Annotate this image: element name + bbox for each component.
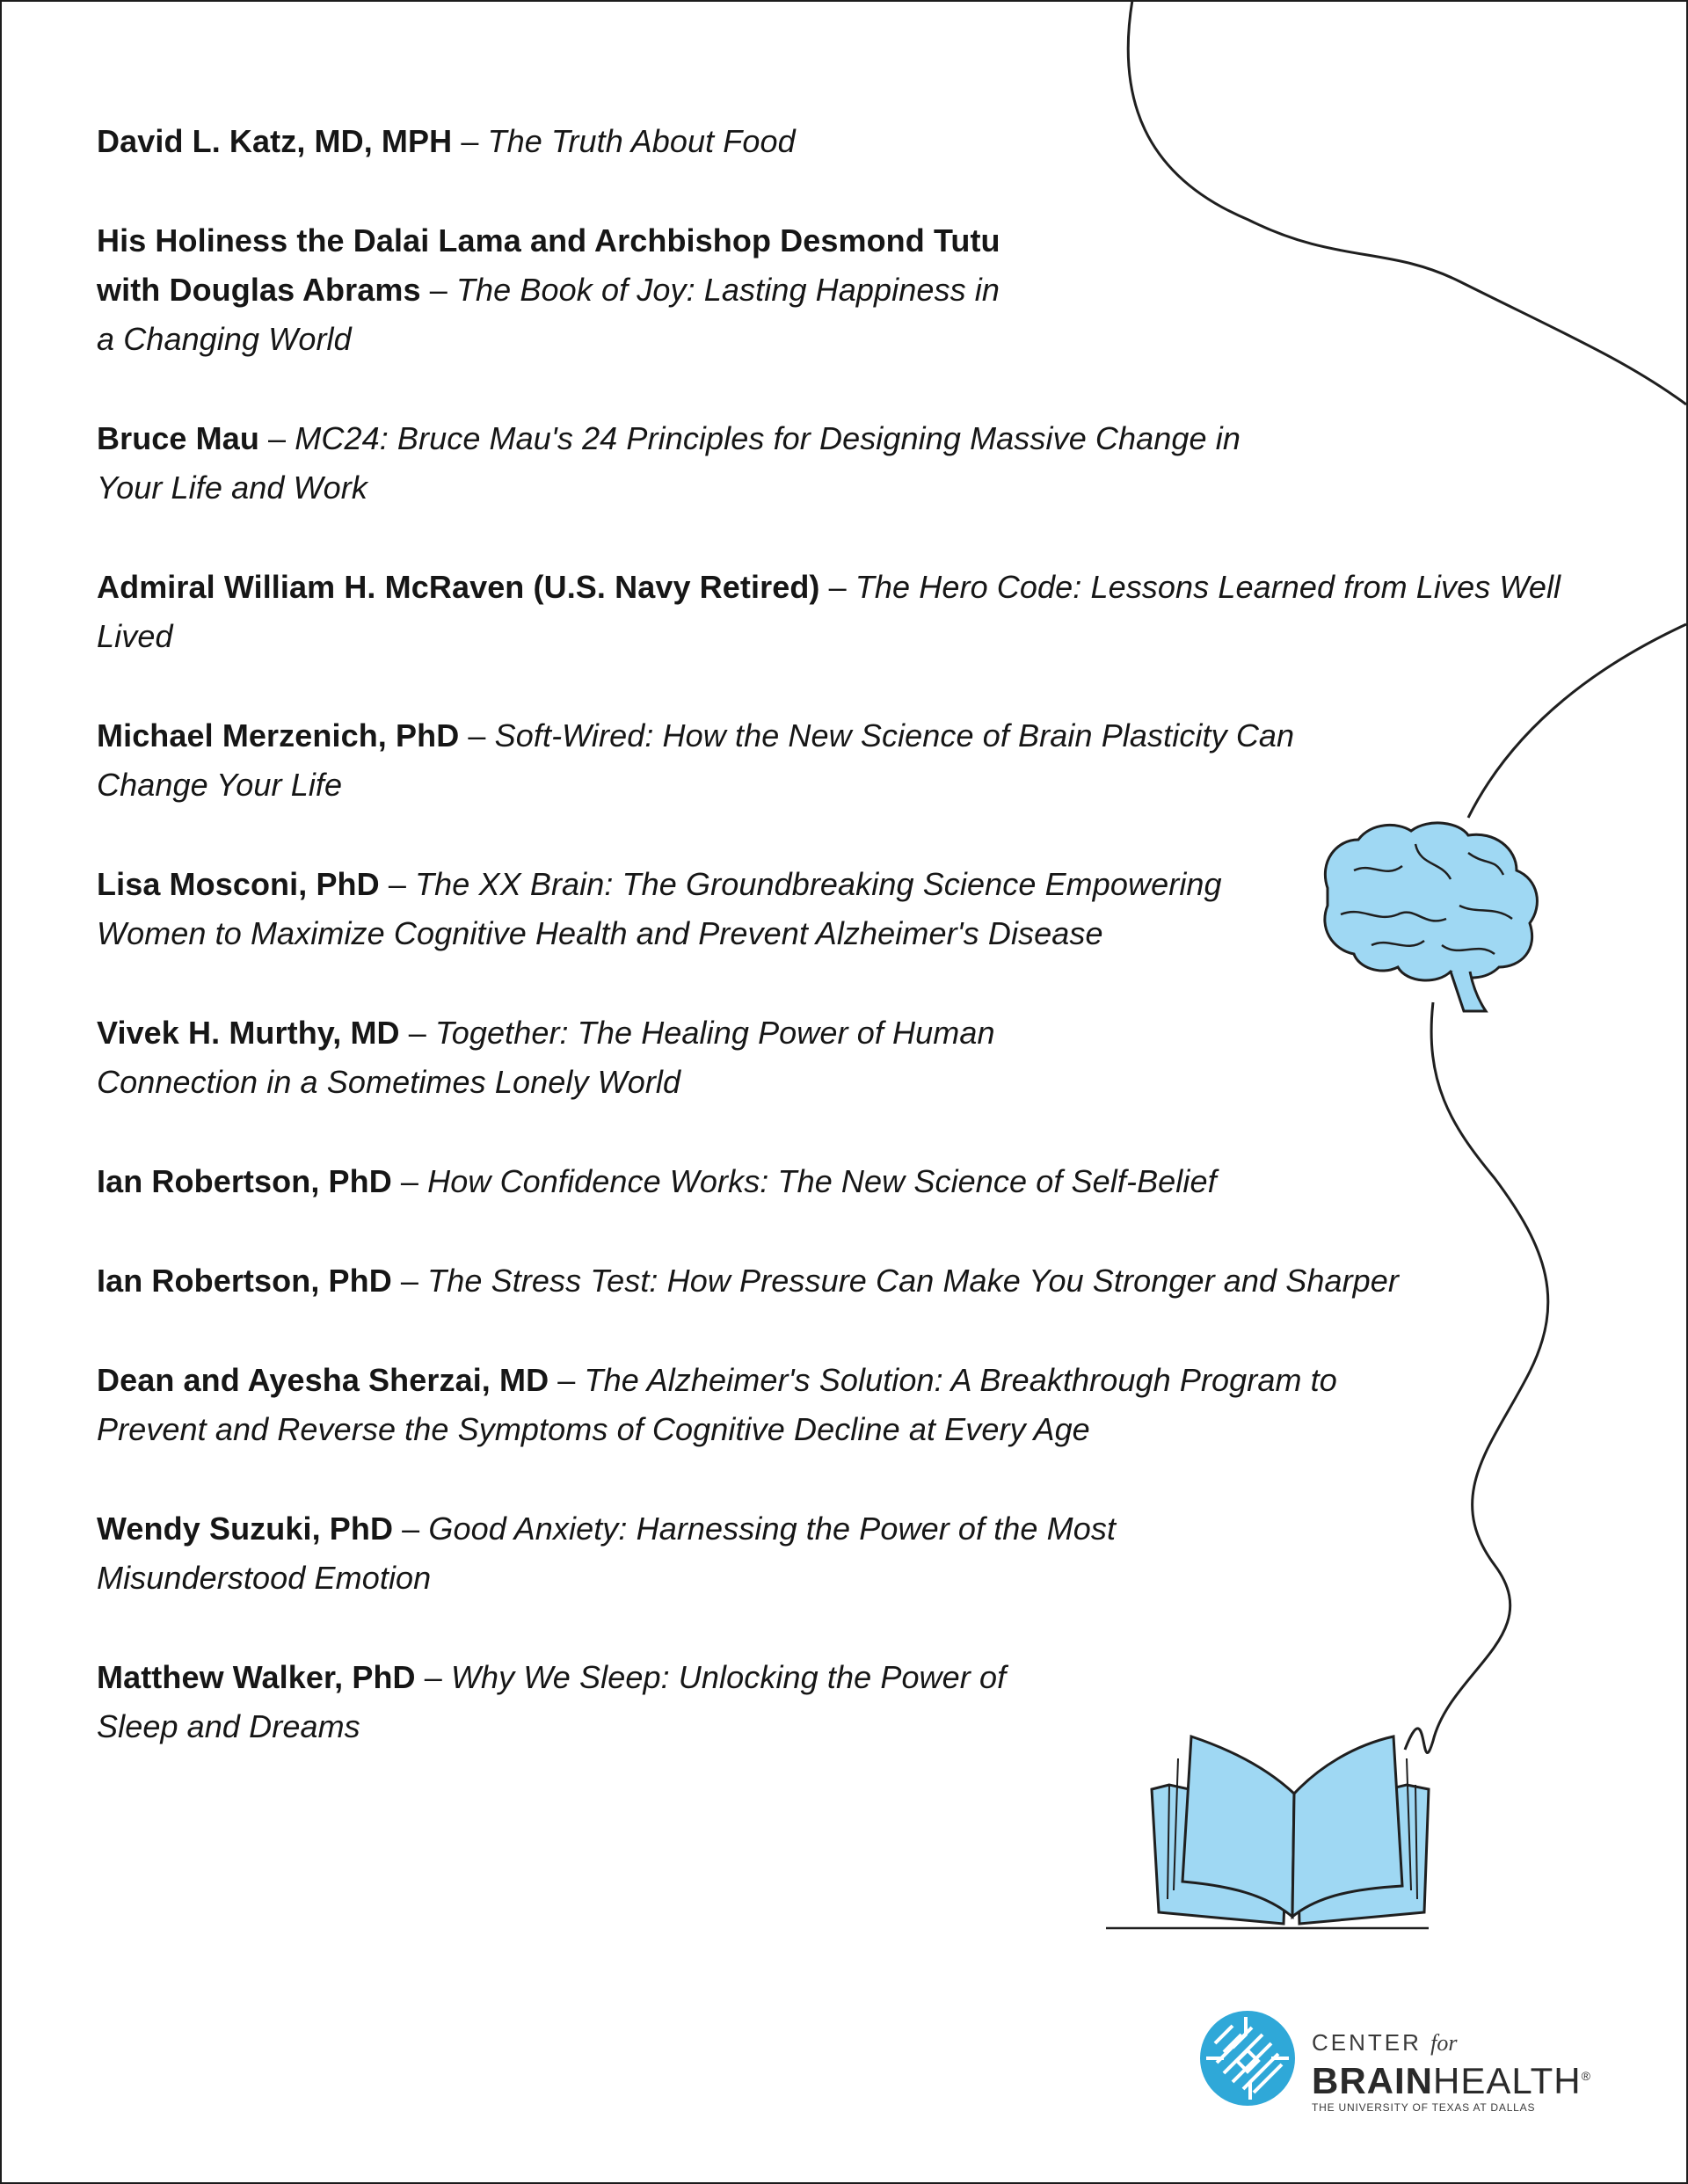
book-separator: – [393, 1511, 429, 1547]
center-for-brainhealth-logo [1197, 2008, 1591, 2114]
book-author: Vivek H. Murthy, MD [97, 1015, 400, 1051]
book-author: His Holiness the Dalai Lama and Archbishop Desmond Tutu with Douglas Abrams [97, 222, 1000, 308]
book-title: The Alzheimer's Solution: A Breakthrough Program to Prevent and Reverse the Symptoms of Cognitive Decline at Every Age [97, 1362, 1337, 1447]
book-author: Admiral William H. McRaven (U.S. Navy Retired) [97, 569, 820, 605]
book-author: Wendy Suzuki, PhD [97, 1511, 394, 1547]
book-author: Matthew Walker, PhD [97, 1659, 416, 1695]
book-title: MC24: Bruce Mau's 24 Principles for Designing Massive Change in Your Life and Work [97, 420, 1241, 506]
book-entry [97, 563, 1565, 661]
book-title: Why We Sleep: Unlocking the Power of Sleep and Dreams [97, 1659, 1007, 1744]
book-entry [97, 1256, 1591, 1306]
book-separator: – [391, 1163, 428, 1199]
book-title: The Hero Code: Lessons Learned from Lives Well Lived [97, 569, 1561, 654]
book-author: David L. Katz, MD, MPH [97, 123, 453, 159]
book-separator: – [420, 272, 456, 308]
book-separator: – [819, 569, 855, 605]
book-separator: – [549, 1362, 585, 1398]
book-title: The XX Brain: The Groundbreaking Science Empowering Women to Maximize Cognitive Health and Prevent Alzheimer's Disease [97, 866, 1222, 951]
book-title: The Truth About Food [487, 123, 796, 159]
book-entry [97, 117, 1591, 166]
book-separator: – [452, 123, 488, 159]
book-title: Together: The Healing Power of Human Connection in a Sometimes Lonely World [97, 1015, 995, 1100]
book-separator: – [415, 1659, 451, 1695]
book-entry [97, 1157, 1591, 1206]
book-separator: – [379, 866, 416, 902]
book-separator: – [391, 1263, 428, 1299]
book-entry [97, 860, 1292, 958]
book-author: Ian Robertson, PhD [97, 1163, 392, 1199]
book-entry [97, 1356, 1398, 1454]
book-list [97, 117, 1591, 1802]
book-entry [97, 414, 1292, 513]
logo-brainhealth: BRAINHEALTH® [1312, 2060, 1591, 2101]
book-title: Soft-Wired: How the New Science of Brain Plasticity Can Change Your Life [97, 717, 1295, 803]
book-title: Good Anxiety: Harnessing the Power of the Most Misunderstood Emotion [97, 1511, 1117, 1596]
book-title: How Confidence Works: The New Science of Self-Belief [427, 1163, 1217, 1199]
book-author: Dean and Ayesha Sherzai, MD [97, 1362, 549, 1398]
logo-university: THE UNIVERSITY OF TEXAS AT DALLAS [1312, 2101, 1536, 2114]
book-separator: – [258, 420, 295, 456]
book-author: Lisa Mosconi, PhD [97, 866, 380, 902]
maze-brain-logo-icon [1197, 2008, 1298, 2108]
book-entry [97, 216, 1020, 364]
logo-center-for: CENTER for [1312, 2029, 1458, 2056]
book-separator: – [399, 1015, 435, 1051]
book-separator: – [459, 717, 495, 753]
book-entry [97, 1504, 1204, 1603]
book-entry [97, 1008, 1081, 1107]
book-title: The Stress Test: How Pressure Can Make You Stronger and Sharper [427, 1263, 1400, 1299]
book-entry [97, 711, 1328, 810]
book-entry [97, 1653, 1064, 1751]
book-title: The Book of Joy: Lasting Happiness in a Changing World [97, 272, 1000, 357]
book-author: Bruce Mau [97, 420, 259, 456]
book-author: Ian Robertson, PhD [97, 1263, 392, 1299]
book-author: Michael Merzenich, PhD [97, 717, 460, 753]
